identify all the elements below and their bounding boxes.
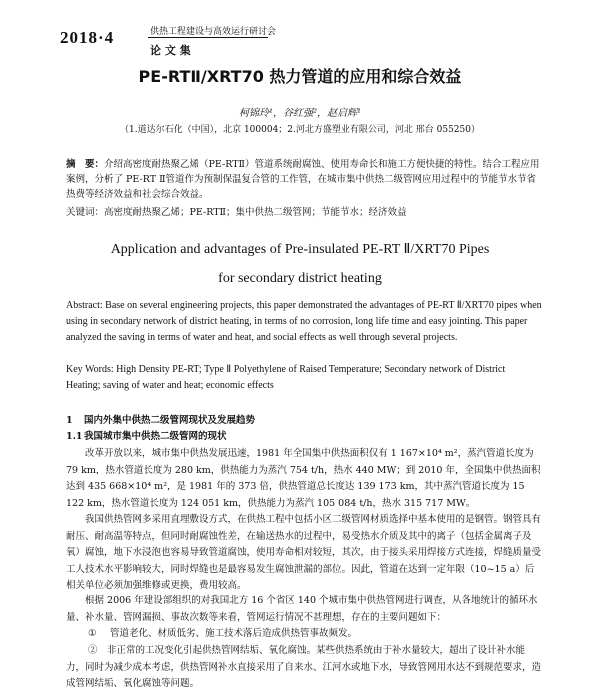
section-1-heading	[66, 412, 255, 426]
section-1-title: 国内外集中供热二级管网现状及发展趋势	[84, 415, 256, 426]
abstract-cn	[66, 157, 542, 202]
section-1-1-heading	[66, 428, 227, 442]
list-item-number: ①	[88, 628, 97, 639]
header-section: 论 文 集	[150, 44, 191, 57]
english-title-line1: Application and advantages of Pre-insulated PE-RT Ⅱ/XRT70 Pipes	[110, 242, 490, 257]
header-series: 供热工程建设与高效运行研讨会	[150, 27, 277, 37]
keywords-en-label: Key Words:	[66, 364, 114, 375]
list-item	[66, 626, 542, 643]
list-item-number: ②	[88, 645, 98, 656]
abstract-cn-text: 介绍高密度耐热聚乙烯（PE-RTⅡ）管道系统耐腐蚀、使用寿命长和施工方便快捷的特性。结合工程应用案例，分析了 PE-RT Ⅱ管道作为预制保温复合管的工作管，在城市集中供热二级管网应用过程中的节能节水节省热费等经济效益和社会综合效益。	[66, 159, 540, 200]
header-rule	[148, 37, 268, 38]
paper-title: PE-RTⅡ/XRT70 热力管道的应用和综合效益	[138, 67, 462, 86]
section-1-1-number: 1.1	[66, 431, 83, 442]
section-1-number: 1	[66, 415, 73, 426]
list-item	[66, 643, 542, 693]
keywords-cn-label: 关键词：	[66, 207, 105, 218]
abstract-en	[66, 298, 542, 346]
authors: 柯锦玲¹，谷红强²，赵启辉¹	[238, 108, 362, 119]
affiliation: （1.道达尔石化（中国），北京 100004；2.河北方盛塑业有限公司，河北 邢台 055250）	[120, 125, 480, 135]
english-title-line2: for secondary district heating	[218, 271, 382, 286]
keywords-en-text: High Density PE-RT; Type Ⅱ Polyethylene of Raised Temperature; Secondary network of District Heating; saving of water and heat; economic effects	[66, 364, 506, 391]
list-item-text: 管道老化、材质低劣、施工技术落后造成供热管事故频发。	[110, 628, 358, 639]
keywords-cn	[66, 205, 542, 220]
body-paragraph-1: 改革开放以来，城市集中供热发展迅速，1981 年全国集中供热面积仅有 1 167×10⁴ m²，蒸汽管道长度为 79 km，热水管道长度为 280 km，供热能力为蒸汽 754 t/h，热水 440 MW；到 2010 年，全国集中供热面积达到 435 668×10⁴ m²，是 1981 年的 373 倍，供热管道总长度达 139 173 km，其中蒸汽管道长度为 15 122 km，热水管道长度为 124 051 km，供热能力为蒸汽 105 084 t/h，热水 315 717 MW。	[66, 448, 541, 509]
abstract-cn-label: 摘 要：	[66, 159, 105, 170]
keywords-en	[66, 362, 542, 394]
body-paragraph-3: 根据 2006 年建设部组织的对我国北方 16 个省区 140 个城市集中供热管网进行调查，从各地统计的循环水量、补水量、管网漏损、事故次数等来看，管网运行情况不甚理想，存在的主要问题如下：	[66, 595, 538, 623]
page-header	[58, 18, 578, 58]
keywords-cn-text: 高密度耐热聚乙烯；PE-RTⅡ；集中供热二级管网；节能节水；经济效益	[104, 207, 407, 218]
body-paragraph-2: 我国供热管网多采用直埋敷设方式，在供热工程中包括小区二级管网材质选择中基本使用的是钢管。钢管具有耐压、耐高温等特点，但同时耐腐蚀性差，在输送热水的过程中，易受热水介质及其中的离子（包括金属离子及氧）腐蚀，地下水浸泡也容易导致管道腐蚀，使用寿命相对较短，其次，由于接头采用焊接方式连接，焊缝质量受工人技术水平影响较大，同时焊缝也是最容易发生腐蚀泄漏的部位。因此，管道在达到一定年限（10~15 a）后相关单位必须加强维修或更换，费用较高。	[66, 514, 542, 591]
header-year: 2018·4	[60, 28, 115, 47]
abstract-en-label: Abstract:	[66, 300, 103, 311]
section-1-1-title: 我国城市集中供热二级管网的现状	[84, 431, 227, 442]
abstract-en-text: Base on several engineering projects, this paper demonstrated the advantages of PE-RT Ⅱ/XRT70 pipes when using in secondary network of district heating, in terms of no corrosion, long life time and easy jointing. This paper analyzed the saving in terms of water and heat, and social effects as well through several projects.	[66, 300, 542, 343]
list-item-text: 非正常的工况变化引起供热管网结垢、氧化腐蚀。某些供热系统由于补水量较大，超出了设计补水能力，同时为减少成本考虑，供热管网补水直接采用了自来水、江河水或地下水，导致管网用水达不到规范要求，造成管网结垢、氧化腐蚀等问题。	[66, 645, 542, 689]
